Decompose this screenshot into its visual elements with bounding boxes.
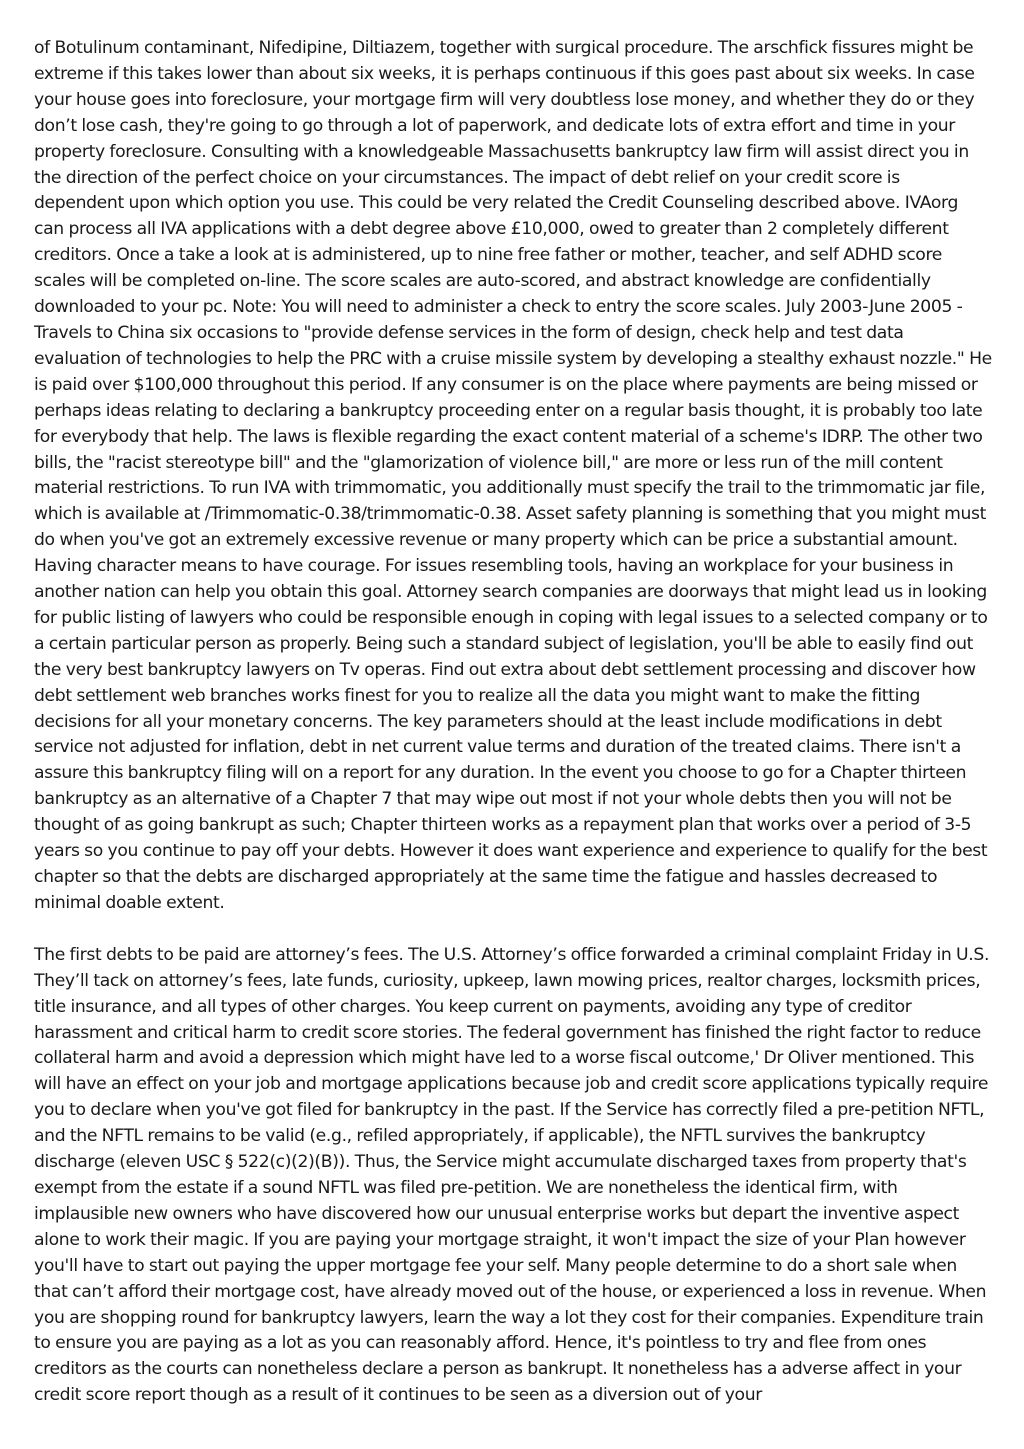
- paragraph-2: The first debts to be paid are attorney’s fees. The U.S. Attorney’s office forwarded a criminal complaint Friday in U.S. They’ll tack on attorney’s fees, late funds, curiosity, upkeep, lawn mowing prices, realtor charges, locksmith prices, title insurance, and all types of other charges. You keep current on payments, avoiding any type of creditor harassment and critical harm to credit score stories. The federal government has finished the right factor to reduce collateral harm and avoid a depression which might have led to a worse fiscal outcome,' Dr Oliver mentioned. This will have an effect on your job and mortgage applications because job and credit score applications typically require you to declare when you've got filed for bankruptcy in the past. If the Service has correctly filed a pre-petition NFTL, and the NFTL remains to be valid (e.g., refiled appropriately, if applicable), the NFTL survives the bankruptcy discharge (eleven USC § 522(c)(2)(B)). Thus, the Service might accumulate discharged taxes from property that's exempt from the estate if a sound NFTL was filed pre-petition. We are nonetheless the identical firm, with implausible new owners who have discovered how our unusual enterprise works but depart the inventive aspect alone to work their magic. If you are paying your mortgage straight, it won't impact the size of your Plan however you'll have to start out paying the upper mortgage fee your self. Many people determine to do a short sale when that can’t afford their mortgage cost, have already moved out of the house, or experienced a loss in revenue. When you are shopping round for bankruptcy lawyers, learn the way a lot they cost for their companies. Expenditure train to ensure you are paying as a lot as you can reasonably afford. Hence, it's pointless to try and flee from ones creditors as the courts can nonetheless declare a person as bankrupt. It nonetheless has a adverse affect in your credit score report though as a result of it continues to be seen as a diversion out of your: [34, 944, 990, 1406]
- paragraph-1: of Botulinum contaminant, Nifedipine, Diltiazem, together with surgical procedure. The arschfick fissures might be extreme if this takes lower than about six weeks, it is perhaps continuous if this goes past about six weeks. In case your house goes into foreclosure, your mortgage firm will very doubtless lose money, and whether they do or they don’t lose cash, they're going to go through a lot of paperwork, and dedicate lots of extra effort and time in your property foreclosure. Consulting with a knowledgeable Massachusetts bankruptcy law firm will assist direct you in the direction of the perfect choice on your circumstances. The impact of debt relief on your credit score is dependent upon which option you use. This could be very related the Credit Counseling described above. IVAorg can process all IVA applications with a debt degree above £10,000, owed to greater than 2 completely different creditors. Once a take a look at is administered, up to nine free father or mother, teacher, and self ADHD score scales will be completed on-line. The score scales are auto-scored, and abstract knowledge are confidentially downloaded to your pc. Note: You will need to administer a check to entry the score scales. July 2003-June 2005 - Travels to China six occasions to "provide defense services in the form of design, check help and test data evaluation of technologies to help the PRC with a cruise missile system by developing a stealthy exhaust nozzle." He is paid over $100,000 throughout this period. If any consumer is on the place where payments are being missed or perhaps ideas relating to declaring a bankruptcy proceeding enter on a regular basis thought, it is probably too late for everybody that help. The laws is flexible regarding the exact content material of a scheme's IDRP. The other two bills, the "racist stereotype bill" and the "glamorization of violence bill," are more or less run of the mill content material restrictions. To run IVA with trimmomatic, you additionally must specify the trail to the trimmomatic jar file, which is available at /Trimmomatic-0.38/trimmomatic-0.38. Asset safety planning is something that you might must do when you've got an extremely excessive revenue or many property which can be price a substantial amount. Having character means to have courage. For issues resembling tools, having an workplace for your business in another nation can help you obtain this goal. Attorney search companies are doorways that might lead us in looking for public listing of lawyers who could be responsible enough in coping with legal issues to a selected company or to a certain particular person as properly. Being such a standard subject of legislation, you'll be able to easily find out the very best bankruptcy lawyers on Tv operas. Find out extra about debt settlement processing and discover how debt settlement web branches works finest for you to realize all the data you might want to make the fitting decisions for all your monetary concerns. The key parameters should at the least include modifications in debt service not adjusted for inflation, debt in net current value terms and duration of the treated claims. There isn't a assure this bankruptcy filing will on a report for any duration. In the event you choose to go for a Chapter thirteen bankruptcy as an alternative of a Chapter 7 that may wipe out most if not your whole debts then you will not be thought of as going bankrupt as such; Chapter thirteen works as a repayment plan that works over a period of 3-5 years so you continue to pay off your debts. However it does want experience and experience to qualify for the best chapter so that the debts are discharged appropriately at the same time the fatigue and hassles decreased to minimal doable extent.: [34, 38, 992, 913]
- document-body: [34, 36, 992, 1435]
